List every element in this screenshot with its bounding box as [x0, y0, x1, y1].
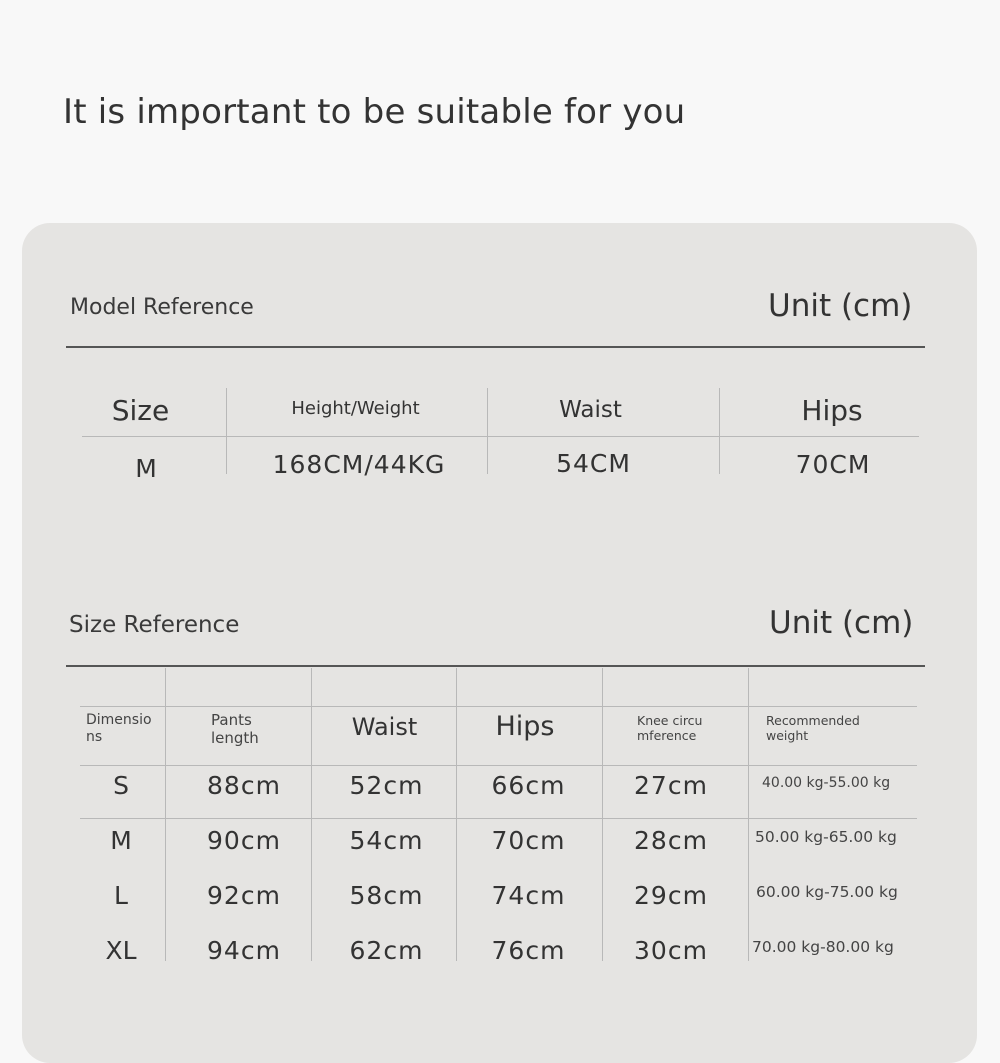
model-hips-value: 70CM — [795, 450, 871, 479]
column-header-hips: Hips — [801, 394, 863, 427]
model-reference-unit: Unit (cm) — [768, 288, 913, 324]
model-reference-title: Model Reference — [70, 295, 254, 320]
column-header-recommended-weight: Recommended weight — [766, 713, 860, 743]
model-size-value: M — [135, 454, 157, 483]
size-reference-unit: Unit (cm) — [769, 605, 914, 641]
weight-cell: 60.00 kg-75.00 kg — [756, 883, 898, 901]
pants-length-cell: 92cm — [207, 881, 281, 910]
size-cell: S — [113, 771, 129, 800]
waist-cell: 58cm — [349, 881, 424, 910]
hips-cell: 70cm — [491, 826, 566, 855]
model-reference-rule — [66, 346, 925, 348]
waist-cell: 52cm — [349, 771, 424, 800]
waist-cell: 62cm — [349, 936, 424, 965]
weight-cell: 70.00 kg-80.00 kg — [752, 938, 894, 956]
table-divider — [82, 436, 919, 437]
knee-cell: 27cm — [634, 771, 708, 800]
column-header-waist: Waist — [351, 713, 418, 741]
hips-cell: 66cm — [491, 771, 566, 800]
size-reference-rule — [66, 665, 925, 667]
column-header-size: Size — [111, 394, 170, 427]
table-divider — [80, 706, 917, 707]
table-divider — [80, 818, 917, 819]
waist-cell: 54cm — [349, 826, 424, 855]
column-divider — [165, 668, 166, 961]
knee-cell: 29cm — [634, 881, 708, 910]
size-cell: L — [114, 881, 128, 910]
size-cell: XL — [105, 936, 137, 965]
size-cell: M — [110, 826, 132, 855]
page-headline: It is important to be suitable for you — [63, 92, 686, 132]
column-header-knee-circumference: Knee circu mference — [637, 713, 703, 743]
size-reference-title: Size Reference — [69, 612, 240, 638]
pants-length-cell: 94cm — [207, 936, 281, 965]
weight-cell: 50.00 kg-65.00 kg — [755, 828, 897, 846]
column-header-height-weight: Height/Weight — [291, 398, 420, 419]
pants-length-cell: 90cm — [207, 826, 281, 855]
column-header-pants-length: Pants length — [211, 711, 259, 747]
column-header-hips: Hips — [495, 711, 555, 742]
knee-cell: 28cm — [634, 826, 708, 855]
model-height-weight-value: 168CM/44KG — [272, 450, 446, 479]
column-header-dimensions: Dimensio ns — [86, 712, 152, 745]
weight-cell: 40.00 kg-55.00 kg — [762, 775, 891, 791]
column-divider — [748, 668, 749, 961]
knee-cell: 30cm — [634, 936, 708, 965]
column-header-waist: Waist — [559, 397, 622, 423]
hips-cell: 74cm — [491, 881, 566, 910]
column-divider — [311, 668, 312, 961]
table-divider — [80, 765, 917, 766]
pants-length-cell: 88cm — [207, 771, 281, 800]
model-waist-value: 54CM — [556, 449, 631, 478]
hips-cell: 76cm — [491, 936, 566, 965]
column-divider — [602, 668, 603, 961]
